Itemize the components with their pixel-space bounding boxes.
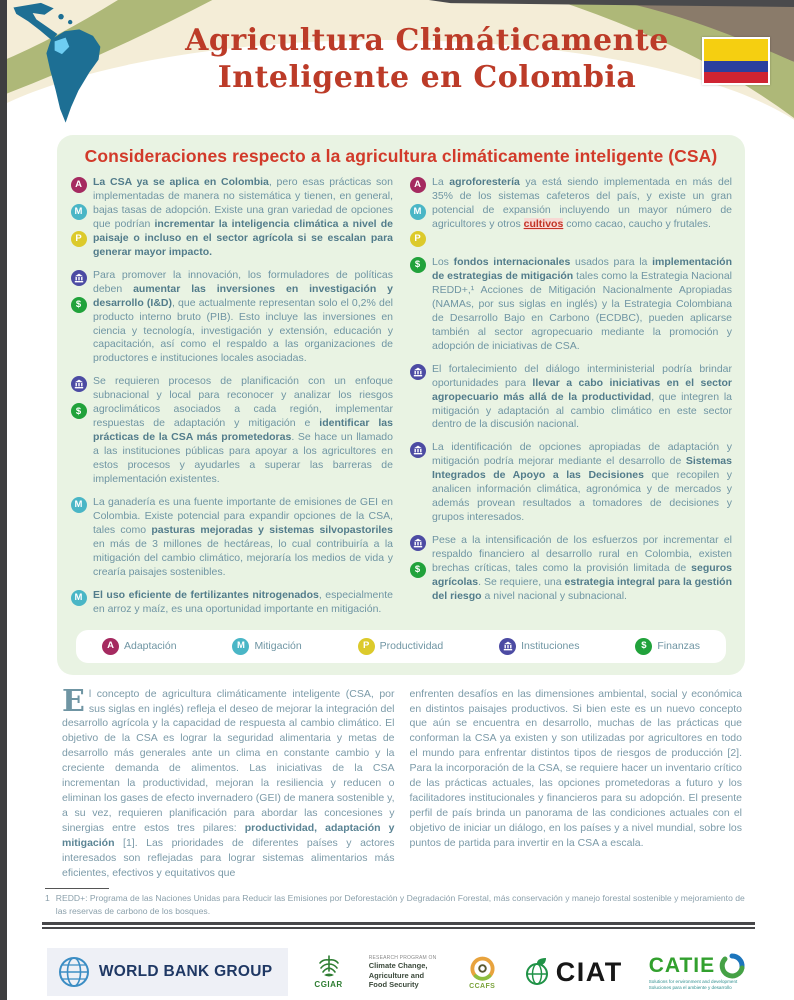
bullet-icon-column — [70, 269, 87, 367]
text-segment: Para promover la innovación, los formuladores de políticas deben — [93, 268, 393, 295]
catie-wordmark — [649, 953, 747, 979]
legend-item-adaptacion — [102, 638, 177, 655]
flag-red-stripe — [704, 72, 768, 83]
considerations-columns — [70, 176, 732, 626]
footnote-number: 1 — [45, 893, 50, 904]
legend — [76, 630, 726, 663]
legend-item-productividad — [358, 638, 444, 655]
institutions-icon — [71, 270, 87, 286]
text-segment: . Se hace un llamado a las instituciones públicas para apoyar a los agricultores en estos procesos y ayudarles a superar las barreras de implementación existentes. — [93, 431, 393, 486]
legend-label: Adaptación — [124, 640, 177, 653]
text-bold-segment: implementación de estrategias de mitigación — [432, 256, 732, 282]
mitigation-icon: M — [410, 204, 426, 220]
bullet-text — [432, 176, 732, 247]
catie-logo — [649, 953, 747, 991]
adaptation-icon: A — [102, 638, 119, 655]
ccafs-program-text — [369, 955, 443, 989]
text-segment: que recopilen y analicen información climática, agronómica y de mercados y además provean resultados a tomadores de decisiones y grupos interesados. — [432, 469, 732, 524]
text-segment: l concepto de agricultura climáticamente inteligente (CSA, por sus siglas en inglés) refleja el deseo de mejorar la integración del desarrollo agrícola y la capacidad de respuesta al cambio climático. El objetivo de la CSA es lograr la seguridad alimentaria y metas de desarrollo más generales ante un clima en constante cambio y la creciente demanda de alimentos. Las iniciativas de la CSA incrementan la productividad, mejoran la resiliencia y reducen o eliminan los gases de efecto invernadero (GEI) de manera sostenible y, a su vez, requieren planificación para abordar las concesiones y sinergias entre estos tres pilares: — [62, 687, 395, 834]
text-bold-segment: El uso eficiente de fertilizantes nitrogenados — [93, 588, 319, 601]
productivity-icon: P — [71, 231, 87, 247]
bullet-icon-column — [409, 534, 426, 604]
text-segment: , que actualmente representan solo el 0,2% del producto interno bruto (PIB). Esto incluye las inversiones en ciencia y tecnología, investigación y extensión, educación y capacitación, así como el respaldo a las organizaciones de productores e instituciones locales asociadas. — [93, 296, 393, 365]
text-bold-segment: productividad, adaptación y mitigación — [62, 821, 395, 849]
text-bold-segment: identificar las prácticas de la CSA más prometedoras — [93, 417, 393, 444]
legend-item-instituciones — [499, 638, 579, 655]
partner-logos — [0, 943, 794, 1000]
body-text — [62, 683, 742, 881]
institutions-icon — [410, 442, 426, 458]
bullet-text — [432, 534, 732, 604]
bullet-icon-column — [409, 176, 426, 247]
page-title-line1: Agricultura Climáticamente — [185, 23, 669, 58]
bullet-item — [409, 441, 732, 525]
text-segment: como cacao, caucho y frutales. — [563, 217, 711, 230]
considerations-column-left — [70, 176, 393, 626]
bullet-text — [93, 176, 393, 260]
footnote — [45, 892, 755, 917]
adaptation-icon: A — [410, 177, 426, 193]
text-segment: Se requieren procesos de planificación con un enfoque subnacional y local para reconocer y analizar los riesgos agroclimáticos asociados a cada región, implementar respuestas de adaptación y mitigación e — [93, 375, 393, 430]
inline-link[interactable]: cultivos — [523, 217, 564, 230]
page-title-line2: Inteligente en Colombia — [217, 59, 637, 95]
flag-yellow-stripe — [704, 39, 768, 61]
bullet-item — [70, 496, 393, 580]
footnote-text: REDD+: Programa de las Naciones Unidas para Reducir las Emisiones por Deforestación y Degradación Forestal, más conservación y manejo forestal sostenible y mejoramiento de las reservas de carbono de los bosques. — [55, 893, 745, 916]
productivity-icon: P — [358, 638, 375, 655]
bullet-icon-column — [409, 363, 426, 433]
bullet-text — [93, 589, 393, 617]
text-segment: La — [432, 176, 450, 188]
bullet-icon-column — [70, 589, 87, 617]
ccafs-program-small-label: RESEARCH PROGRAM ON — [368, 955, 437, 962]
body-column-left — [62, 683, 395, 881]
legend-label: Instituciones — [521, 640, 580, 653]
text-segment: La ganadería es una fuente importante de emisiones de GEI en Colombia. Existe potencial para expandir opciones de la CSA, tales como — [93, 496, 393, 536]
text-bold-segment: pasturas mejoradas y sistemas silvopastoriles — [151, 523, 393, 536]
bullet-item — [409, 256, 732, 354]
institutions-icon — [410, 364, 426, 380]
ccafs-logo — [469, 955, 496, 990]
text-segment: ya está siendo implementada en más del 35% de los sistemas cafeteros del país, y existe un gran potencial de expansión incluyendo un mayor número de agricultores y otros — [432, 176, 732, 230]
footnote-block — [45, 888, 755, 917]
bullet-item — [409, 363, 732, 433]
cgiar-label: CGIAR — [314, 980, 343, 990]
text-bold-segment: estrategia integral para la gestión del riesgo — [432, 576, 732, 602]
ccafs-label: CCAFS — [469, 982, 496, 990]
considerations-column-right — [409, 176, 732, 626]
finance-icon: $ — [410, 562, 426, 578]
mitigation-icon: M — [71, 204, 87, 220]
bullet-text — [432, 441, 732, 525]
bullet-item — [70, 589, 393, 617]
finance-icon: $ — [410, 257, 426, 273]
bullet-item — [409, 176, 732, 247]
legend-label: Finanzas — [657, 640, 700, 653]
bullet-text — [93, 375, 393, 487]
bullet-item — [70, 176, 393, 260]
catie-label: CATIE — [648, 954, 716, 978]
bullet-icon-column — [70, 176, 87, 260]
cgiar-tree-icon — [318, 955, 340, 979]
bullet-icon-column — [70, 496, 87, 580]
text-bold-segment: Sistemas Integrados de Apoyo a las Decisiones — [432, 455, 732, 482]
text-segment: , especialmente en arroz y maíz, es una oportunidad importante en mitigación. — [93, 588, 393, 615]
productivity-icon: P — [410, 231, 426, 247]
ccafs-program-label: Climate Change, Agriculture and Food Security — [368, 961, 428, 990]
text-segment: [1]. Las prioridades de diferentes países y actores interesados son reflejadas para lograr sistemas alimentarios más eficientes, efectivos y equitativos que — [62, 836, 395, 879]
legend-label: Productividad — [379, 640, 444, 653]
finance-icon: $ — [635, 638, 652, 655]
text-bold-segment: fondos internacionales — [453, 256, 571, 268]
header — [0, 0, 794, 131]
text-segment: Pese a la intensificación de los esfuerzos por incrementar el respaldo financiero al desarrollo rural en Colombia, existen brechas críticas, tales como la provisión limitada de — [432, 534, 732, 575]
footnote-rule — [45, 888, 109, 889]
bullet-text — [93, 496, 393, 580]
bullet-icon-column — [409, 256, 426, 354]
bullet-text — [432, 363, 732, 433]
legend-item-finanzas — [635, 638, 700, 655]
ccafs-ring-icon — [469, 955, 496, 982]
adaptation-icon: A — [71, 177, 87, 193]
text-segment: . Se requiere, una — [478, 576, 565, 589]
dropcap: E — [62, 683, 85, 719]
text-segment: Los — [432, 256, 454, 268]
text-segment: usados para la — [570, 256, 653, 268]
world-bank-logo — [47, 948, 289, 996]
page-left-edge — [0, 0, 7, 1000]
text-bold-segment: llevar a cabo iniciativas en el sector agropecuario más allá de la productividad — [432, 376, 732, 403]
text-bold-segment: incrementar la inteligencia climática a nivel de paisaje o incluso en el sector agrícola si se escalan para generar mayor impacto. — [93, 217, 393, 258]
text-bold-segment: La CSA ya se aplica en Colombia — [93, 176, 269, 188]
text-segment: La identificación de opciones apropiadas de adaptación y mitigación podría mejorar mediante el desarrollo de — [432, 441, 732, 468]
flag-blue-stripe — [704, 61, 768, 72]
footer-separator-rule — [42, 922, 755, 929]
world-bank-globe-icon — [57, 955, 91, 989]
text-bold-segment: seguros agrícolas — [432, 562, 732, 589]
bullet-item — [70, 375, 393, 487]
text-segment: , que integren la mitigación y adaptación al cambio climático en este sector dentro de la discusión nacional. — [432, 390, 732, 431]
catie-tagline-en: Solutions for environment and development — [648, 979, 738, 985]
bullet-text — [432, 256, 732, 354]
ciat-logo — [522, 957, 623, 988]
mitigation-icon: M — [232, 638, 249, 655]
bullet-item — [70, 269, 393, 367]
text-segment: tales como la Estrategia Nacional REDD+,¹ Acciones de Mitigación Nacionalmente Apropiadas (NAMAs, por sus siglas en inglés) y la Estrategia Colombiana de Desarrollo Bajo en Carbono (ECDBC), pueden aplicarse también al sector agropecuario mediante la promoción y adopción de iniciativas de CSA. — [432, 269, 732, 352]
bullet-icon-column — [409, 441, 426, 525]
catie-swirl-icon — [717, 953, 747, 979]
considerations-heading: Consideraciones respecto a la agricultura climáticamente inteligente (CSA) — [84, 146, 718, 166]
legend-label: Mitigación — [254, 640, 302, 653]
text-segment: en más de 3 millones de hectáreas, lo cual contribuiría a la mitigación del cambio climático, mejoraría los medios de vida y crearía paisajes sostenibles. — [93, 537, 393, 578]
ciat-emblem-icon — [522, 957, 552, 987]
bullet-text — [93, 269, 393, 367]
catie-tagline-es: Soluciones para el ambiente y desarrollo — [648, 985, 732, 991]
text-segment: , pero esas prácticas son implementadas de manera no sistemática y tienen, en general, bajas tasas de adopción. Existe una gran variedad de opciones que podrían — [93, 176, 393, 230]
text-segment: a nivel nacional y subnacional. — [481, 589, 627, 602]
institutions-icon — [410, 535, 426, 551]
legend-item-mitigacion — [232, 638, 301, 655]
text-bold-segment: agroforestería — [449, 176, 520, 188]
body-column-right: enfrenten desafíos en las dimensiones ambiental, social y económica en distintos paisajes productivos. Si bien este es un nuevo concepto que aún se encuentra en desarrollo, muchas de las prácticas que conforman la CSA ya existen y son utilizadas por agricultores en todo el mundo para enfrentar distintos tipos de riesgos de producción [2]. Para la incorporación de la CSA, se requiere hacer un inventario crítico de las prácticas actuales, las opciones prometedoras a futuro y los facilitadores institucionales y financieros para su adopción. El presente perfil de país brinda un panorama de las condiciones actuales con el objetivo de iniciar un diálogo, en los países y a nivel mundial, sobre los puntos de partida para invertir en la CSA a escala. — [409, 687, 742, 849]
body-left-text — [62, 683, 395, 879]
considerations-box — [57, 135, 745, 675]
institutions-icon — [499, 638, 516, 655]
finance-icon: $ — [71, 403, 87, 419]
text-bold-segment: aumentar las inversiones en investigación y desarrollo (I&D) — [93, 282, 393, 309]
text-segment: El fortalecimiento del diálogo interministerial podría brindar oportunidades para — [432, 362, 732, 389]
cgiar-logo — [314, 955, 342, 989]
mitigation-icon: M — [71, 497, 87, 513]
title-block — [0, 0, 794, 96]
institutions-icon — [71, 376, 87, 392]
world-bank-label: WORLD BANK GROUP — [98, 963, 273, 981]
mitigation-icon: M — [71, 590, 87, 606]
bullet-item — [409, 534, 732, 604]
bullet-icon-column — [70, 375, 87, 487]
ciat-label: CIAT — [555, 956, 623, 987]
colombia-flag — [702, 37, 770, 85]
finance-icon: $ — [71, 297, 87, 313]
